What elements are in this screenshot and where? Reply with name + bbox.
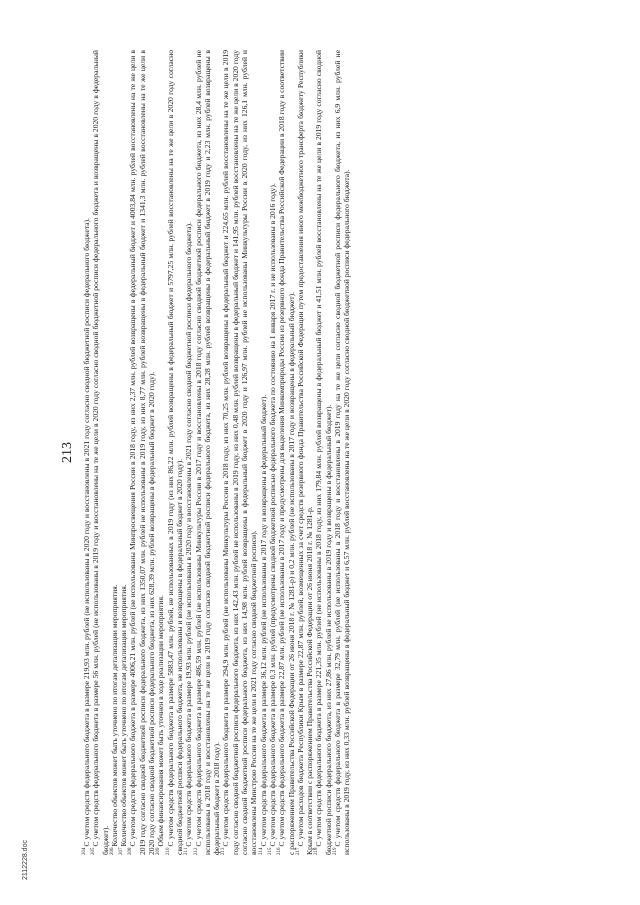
footnote	[82, 50, 91, 855]
footnote-number: 212	[193, 847, 199, 855]
footnote-number: 206	[109, 847, 115, 855]
footnote	[156, 50, 165, 855]
footnote	[91, 50, 110, 855]
footnote-number: 214	[258, 847, 264, 855]
footnote-text: С учетом средств федерального бюджета в размере 56 млн. рублей (не использованы в 2019 году и восстановлены на те же цели в 2020 году согласно сводной бюджетной росписи федерального бюджета и возвращены в 2020 году в федеральный бюджет).	[91, 50, 110, 855]
footnote-number: 204	[82, 847, 87, 855]
footnote-text: С учетом средств федерального бюджета в размере 221,35 млн. рублей (не использованы в 2018 году, из них 179,84 млн. рублей возвращены в федеральный бюджет и 41,51 млн. рублей восстановлены на те же цели в 2019 году согласно сводной бюджетной росписи федерального бюджета, из них 27,86 млн. рублей не использованы в 2019 году и возвращены в федеральный бюджет).	[314, 50, 333, 855]
footnote-number: 211	[184, 847, 190, 855]
footnote-text: С учетом средств федерального бюджета в размере 22,87 млн. рублей (не использованы в 2017 году и предусмотрены для выделения Минкомприроды России из резервного фонда Правительства Российской Федерации в 2018 году в соответствии с распоряжением Правительства Российской Федерации от 26 июня 2018 г. № 1281-р) и 0,2 млн. рублей (не использованы в 2017 году и возвращены в федеральный бюджет).	[277, 50, 296, 855]
footnotes-list	[82, 50, 352, 855]
footnote-number: 209	[156, 847, 162, 855]
footnote	[296, 50, 315, 855]
footnote-text: С учетом средств федерального бюджета в размере 486,59 млн. рублей (не использованы Минкультуры России в 2017 году и восстановлены в 2018 году согласно сводной бюджетной росписи федерального бюджета, из них 28,4 млн. рублей не использованы в 2018 году и восстановлены на те же цели в 2019 году согласно сводной бюджетной росписи федерального бюджета, из них 28,28 млн. рублей возвращены в федеральный бюджет в 2019 году и 2,23 млн. рублей возвращены в федеральный бюджет в 2018 году).	[193, 50, 222, 855]
footnote-text: С учетом средств федерального бюджета в размере 294,9 млн. рублей (не использованы Минкультуры России в 2018 году, из них 70,25 млн. рублей возвращены в федеральный бюджет и 224,65 млн. рублей восстановлены на те же цели в 2019 году согласно сводной бюджетной росписи федерального бюджета, из них 142,43 млн. рублей не использованы в 2019 году, из них 0,48 млн. рублей возвращены в федеральный бюджет и 141,95 млн. рублей восстановлены на те же цели в 2020 году согласно сводной бюджетной росписи федерального бюджета, из них 14,98 млн. рублей возвращены в федеральный бюджет в 2020 году и 126,97 млн. рублей не использованы Минкультуры России в 2020 году, из них 126,1 млн. рублей и восстановлены Минстрою России на те же цели в 2021 году согласно сводной бюджетной росписи).	[221, 50, 259, 855]
footnote	[314, 50, 333, 855]
footnote	[268, 50, 277, 855]
footnote-text: С учетом средств федерального бюджета в размере 219,93 млн. рублей (не использованы в 2020 году и восстановлены в 2021 году согласно сводной бюджетной росписи федерального бюджета).	[82, 218, 91, 847]
footnote-number: 219	[333, 847, 339, 855]
footnote-number: 216	[277, 847, 283, 855]
footnote	[221, 50, 258, 855]
footnote	[184, 50, 193, 855]
footnote-text: Объем финансирования может быть уточнен в ходе реализации мероприятия.	[156, 595, 166, 847]
footnote	[110, 50, 119, 855]
footnote	[277, 50, 296, 855]
footnote-number: 217	[295, 847, 301, 855]
rotated-content	[60, 50, 580, 855]
footnote	[259, 50, 268, 855]
footnote	[119, 50, 128, 855]
footnote-text: С учетом средств федерального бюджета в размере 36,12 млн. рублей (не использованы в 2017 году и возвращены в федеральный бюджет).	[258, 394, 268, 847]
footnote-text: С учетом средств федерального бюджета в размере 5883,47 млн. рублей, не использованных в 2019 году (из них 86,22 млн. рублей возвращены в федеральный бюджет и 5797,25 млн. рублей восстановлены на те же цели в 2020 году согласно сводной бюджетной росписи федерального бюджета, не использованы и возвращены в федеральный бюджет в 2020 году).	[165, 50, 184, 855]
footnote-number: 208	[128, 847, 134, 855]
page-number: 213	[60, 442, 75, 463]
footnote-text: Количество объектов может быть уточнено по итогам детализации мероприятия.	[119, 584, 129, 847]
footnote	[166, 50, 185, 855]
footnote-text: С учетом средств федерального бюджета в размере 19,93 млн. рублей (не использованы в 2020 году и восстановлены в 2021 году согласно сводной бюджетной росписи федерального бюджета).	[184, 222, 194, 847]
footnote	[194, 50, 222, 855]
footnote	[128, 50, 156, 855]
footnote-number: 205	[91, 847, 97, 855]
footnote-text: С учетом средств федерального бюджета в размере 32,79 млн. рублей (не использованы в 2018 году и восстановлены в 2019 году на те же цели согласно сводной бюджетной росписи федерального бюджета, из них 6,9 млн. рублей не использованы в 2019 году, из них 0,33 млн. рублей возвращены в федеральный бюджет и 6,57 млн. рублей восстановлены на те же цели в 2020 году согласно сводной бюджетной росписи федерального бюджета).	[333, 50, 352, 855]
footnote-number: 210	[165, 847, 171, 855]
footnote-text: С учетом средств федерального бюджета в размере 0,3 млн. рублей (предусмотрены сводной бюджетной росписью федерального бюджета по состоянию на 1 января 2017 г. и не использованы в 2016 году).	[267, 183, 277, 847]
footnote-number: 218	[314, 847, 320, 855]
footnote-text: С учетом средств федерального бюджета в размере 4006,21 млн. рублей (не использованы Минпросвещения России в 2018 году, из них 2,37 млн. рублей возвращены в федеральный бюджет и 4003,84 млн. рублей восстановлены на те же цели в 2019 году согласно сводной бюджетной росписи федерального бюджета, из них 1350,07 млн. рублей не использованы в 2019 году, из них 8,77 млн. рублей возвращены в федеральный бюджет и 1341,3 млн. рублей восстановлены на те же цели в 2020 году согласно сводной бюджетной росписи федерального бюджета, из них 628,39 млн. рублей возвращены в федеральный бюджет в 2020 году).	[128, 50, 157, 855]
footnote-text: С учетом расходов бюджета Республики Крым в размере 22,87 млн. рублей, возмещенных за счет средств резервного фонда Правительства Российской Федерации путем предоставления иного межбюджетного трансферта бюджету Республики Крым в соответствии с распоряжением Правительства Российской Федерации от 26 июня 2018 г. № 1281-р.	[295, 50, 315, 855]
footnote-number: 207	[119, 847, 125, 855]
footnote	[333, 50, 352, 855]
footnote-number: 213	[221, 847, 227, 855]
footnote-text: Количество объектов может быть уточнено по итогам детализации мероприятия.	[109, 584, 119, 847]
footnote-number: 215	[267, 847, 273, 855]
document-id: 2112228.doc	[22, 840, 29, 880]
